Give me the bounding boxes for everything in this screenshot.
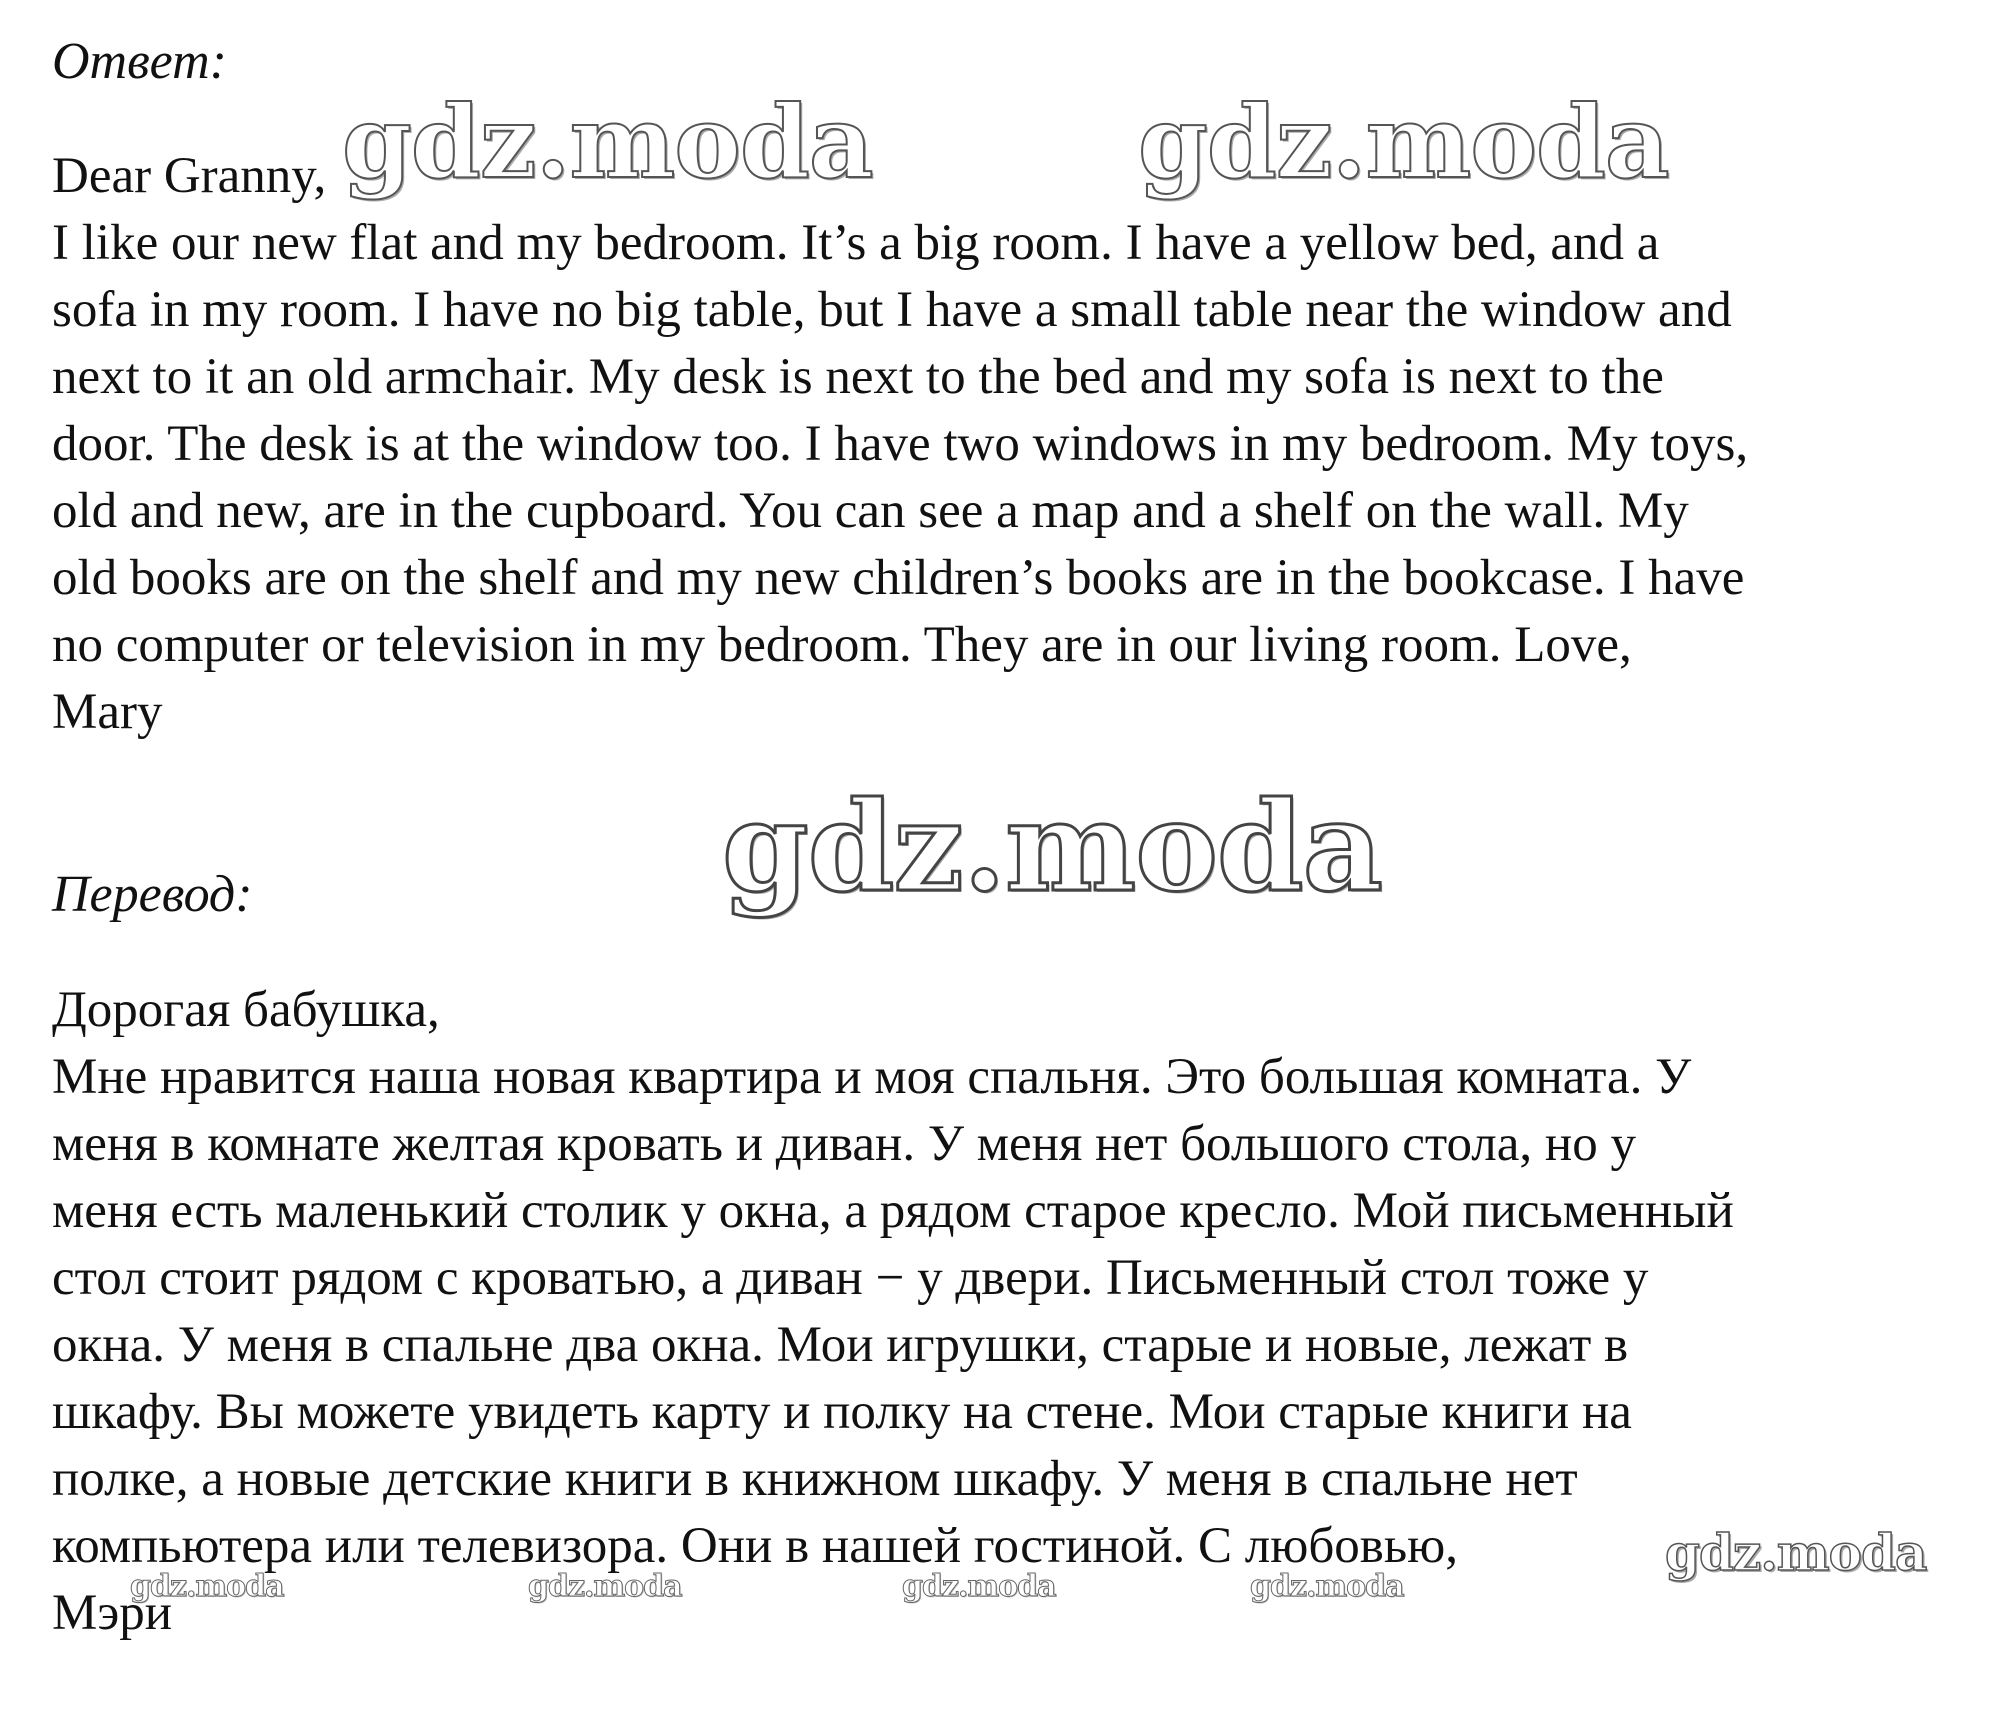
- watermark: gdz.moda: [130, 1569, 284, 1604]
- answer-heading: Ответ:: [52, 33, 227, 90]
- watermark: gdz.moda: [1250, 1569, 1404, 1604]
- answer-line: Mary: [52, 684, 163, 740]
- answer-line: door. The desk is at the window too. I have two windows in my bedroom. My toys,: [52, 416, 1749, 472]
- answer-text: [52, 143, 2011, 746]
- watermark: gdz.moda: [528, 1569, 682, 1604]
- translation-line: окна. У меня в спальне два окна. Мои игрушки, старые и новые, лежат в: [52, 1317, 1629, 1373]
- answer-line: Dear Granny,: [52, 148, 327, 204]
- translation-heading: Перевод:: [52, 866, 253, 923]
- translation-line: стол стоит рядом с кроватью, а диван − у двери. Письменный стол тоже у: [52, 1250, 1649, 1306]
- translation-line: Мне нравится наша новая квартира и моя спальня. Это большая комната. У: [52, 1049, 1692, 1105]
- translation-line: меня в комнате желтая кровать и диван. У меня нет большого стола, но у: [52, 1116, 1636, 1172]
- translation-line: компьютера или телевизора. Они в нашей гостиной. С любовью,: [52, 1518, 1458, 1574]
- answer-line: no computer or television in my bedroom. They are in our living room. Love,: [52, 617, 1632, 673]
- answer-line: old books are on the shelf and my new children’s books are in the bookcase. I have: [52, 550, 1745, 606]
- answer-line: I like our new flat and my bedroom. It’s a big room. I have a yellow bed, and a: [52, 215, 1660, 271]
- watermark: gdz.moda: [342, 83, 873, 201]
- translation-line: полке, а новые детские книги в книжном шкафу. У меня в спальне нет: [52, 1451, 1578, 1507]
- answer-line: sofa in my room. I have no big table, but I have a small table near the window and: [52, 282, 1732, 338]
- watermark: gdz.moda: [1138, 83, 1669, 201]
- watermark: gdz.moda: [1665, 1523, 1927, 1582]
- translation-line: шкафу. Вы можете увидеть карту и полку на стене. Мои старые книги на: [52, 1384, 1632, 1440]
- watermark: gdz.moda: [722, 775, 1382, 920]
- answer-line: old and new, are in the cupboard. You can see a map and a shelf on the wall. My: [52, 483, 1689, 539]
- translation-line: меня есть маленький столик у окна, а рядом старое кресло. Мой письменный: [52, 1183, 1734, 1239]
- answer-line: next to it an old armchair. My desk is next to the bed and my sofa is next to the: [52, 349, 1664, 405]
- watermark: gdz.moda: [902, 1569, 1056, 1604]
- translation-line: Мэри: [52, 1585, 173, 1641]
- translation-line: Дорогая бабушка,: [52, 982, 440, 1038]
